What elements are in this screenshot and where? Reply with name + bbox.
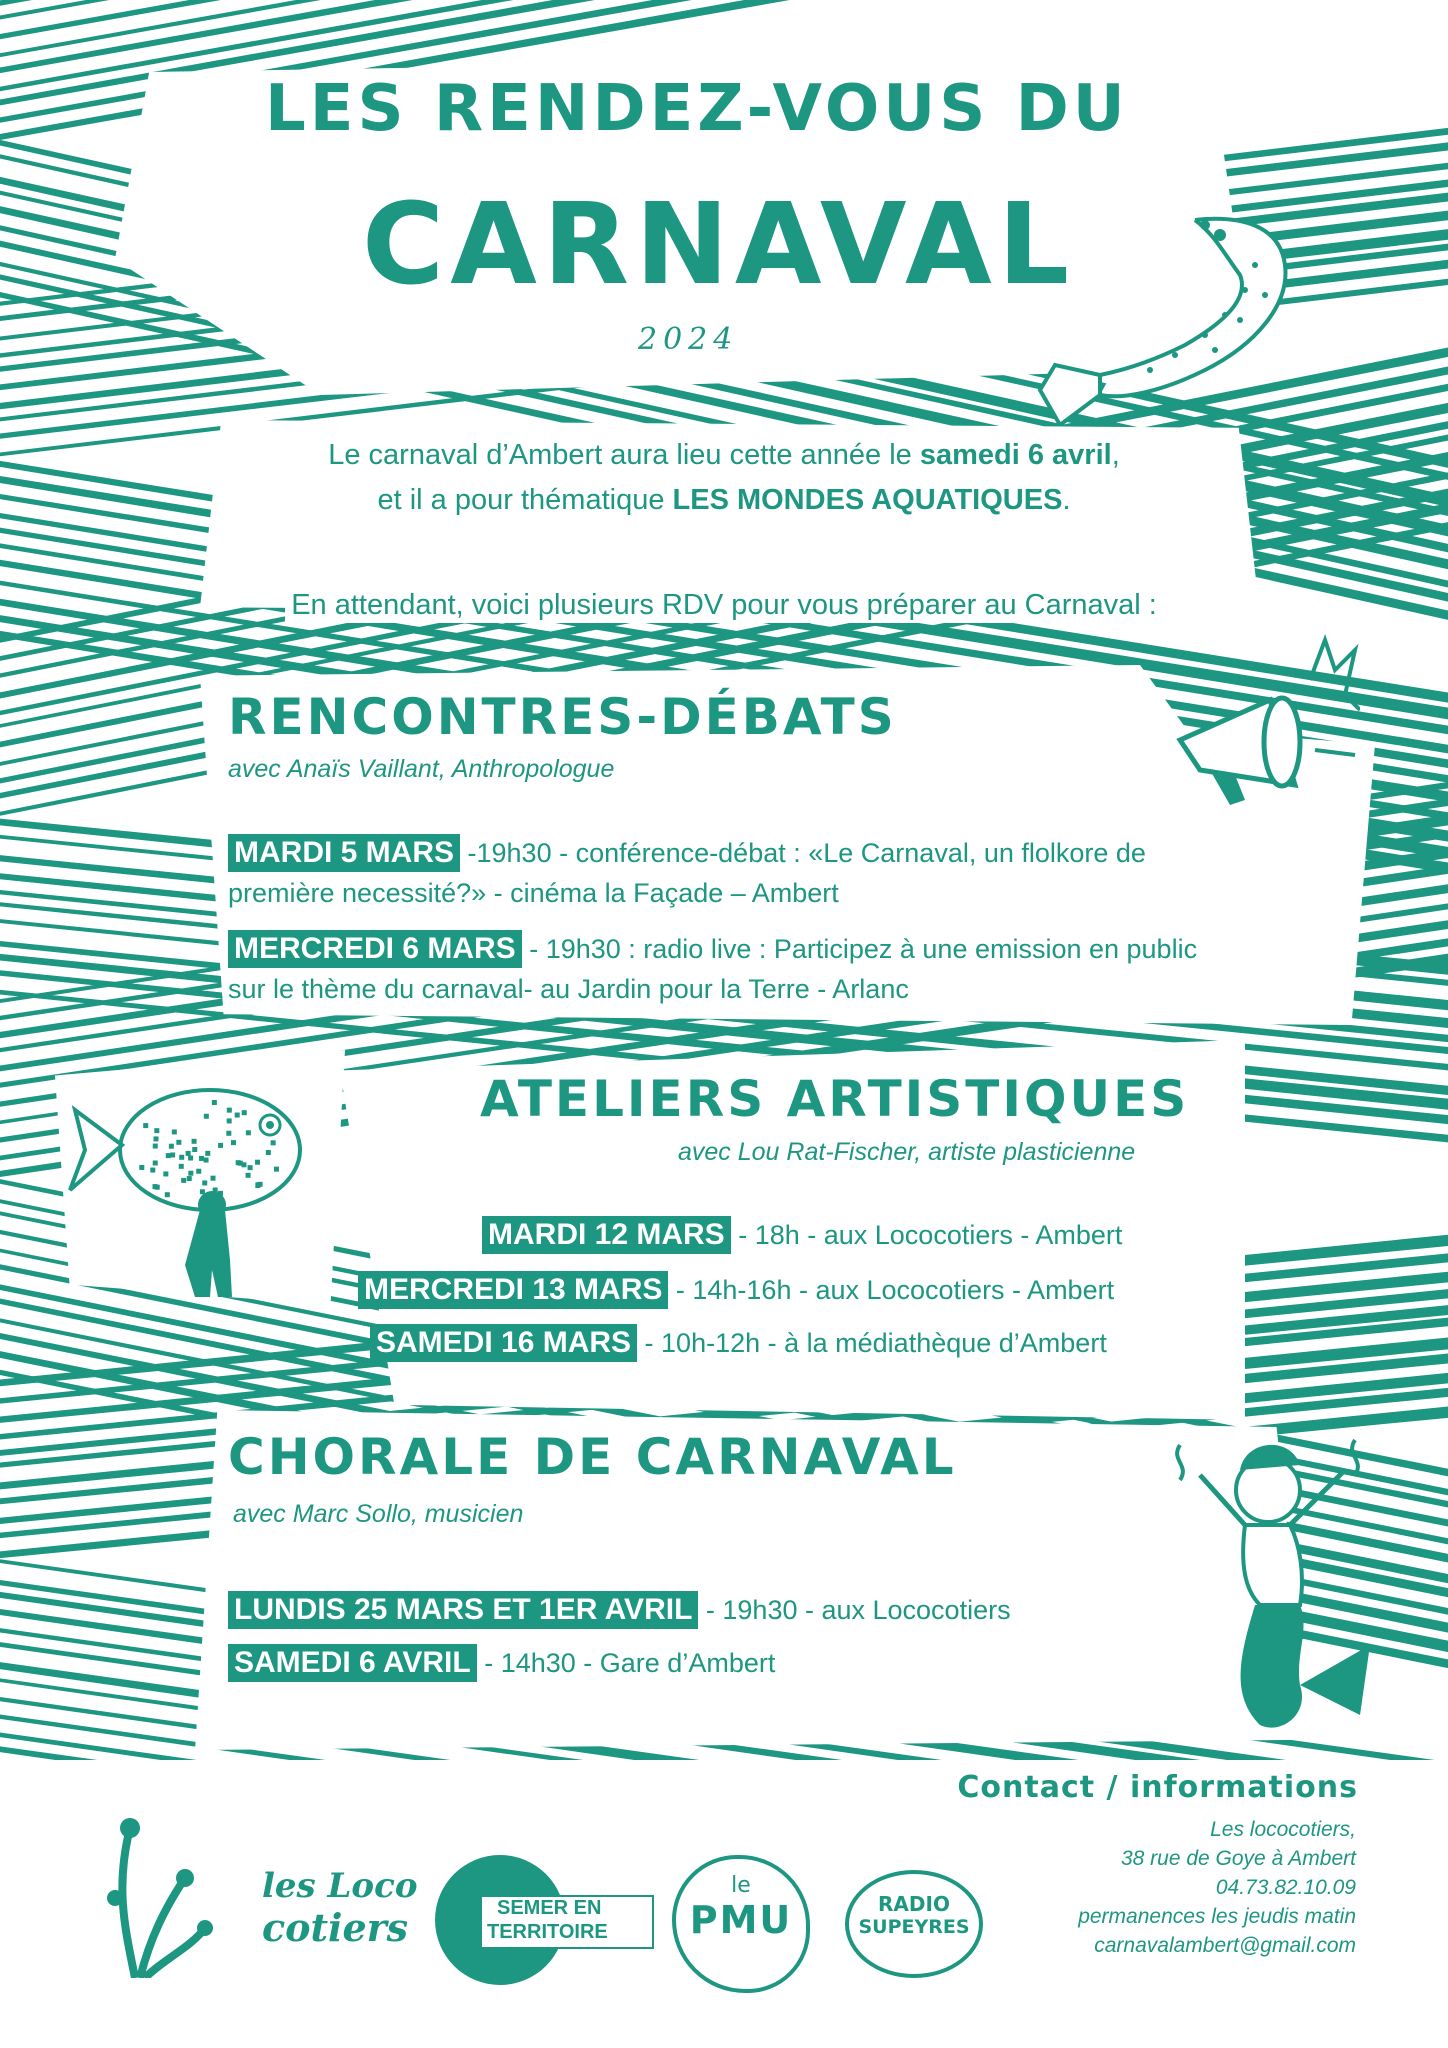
intro-line-3: En attendant, voici plusieurs RDV pour vous préparer au Carnaval : <box>0 585 1448 625</box>
pufferfish-spot <box>192 1147 197 1152</box>
megaphone-icon <box>1160 620 1360 820</box>
contact-email[interactable]: carnavalambert@gmail.com <box>1094 1934 1356 1957</box>
pufferfish-spot <box>170 1152 175 1157</box>
event-date: MARDI 5 MARS <box>228 834 460 872</box>
semer-logo-line-1: SEMER EN <box>497 1897 602 1919</box>
pufferfish-spot <box>192 1139 197 1144</box>
event-date: SAMEDI 6 AVRIL <box>228 1644 477 1682</box>
pufferfish-spot <box>226 1131 231 1136</box>
event-row: SAMEDI 6 AVRIL - 14h30 - Gare d’Ambert <box>228 1643 775 1683</box>
pufferfish-spot <box>241 1162 246 1167</box>
pufferfish-spot <box>188 1156 193 1161</box>
pufferfish-spot <box>188 1171 193 1176</box>
event-row: LUNDIS 25 MARS ET 1ER AVRIL - 19h30 - aux Lococotiers <box>228 1590 1011 1630</box>
year: 2024 <box>638 322 739 357</box>
event-date: MERCREDI 6 MARS <box>228 930 522 968</box>
pufferfish-spot <box>166 1153 171 1158</box>
pmu-logo-line-1: le <box>731 1873 751 1898</box>
pufferfish-spot <box>153 1161 158 1166</box>
contact-details: Les lococotiers, 38 rue de Goye à Ambert 04.73.82.10.09 permanences les jeudis matin carnavalambert@gmail.com <box>1078 1815 1356 1960</box>
pufferfish-spot <box>163 1171 168 1176</box>
event-date: SAMEDI 16 MARS <box>370 1324 637 1362</box>
event-row: MERCREDI 6 MARS - 19h30 : radio live : Participez à une emission en public sur le thème du carnaval- au Jardin pour la Terre - Arlanc <box>228 932 1198 1004</box>
section-title-debats: RENCONTRES-DÉBATS <box>228 688 897 746</box>
pufferfish-spot <box>227 1108 232 1113</box>
event-date: MARDI 12 MARS <box>482 1216 731 1254</box>
contact-heading: Contact / informations <box>957 1770 1358 1805</box>
section-title-ateliers: ATELIERS ARTISTIQUES <box>480 1070 1190 1128</box>
pufferfish-spot <box>211 1176 216 1181</box>
pufferfish-spot <box>199 1156 204 1161</box>
pufferfish-spot <box>256 1182 261 1187</box>
pufferfish-spot <box>235 1113 240 1118</box>
pufferfish-spot <box>255 1160 260 1165</box>
title-line-2: CARNAVAL <box>362 180 1076 310</box>
event-row: MERCREDI 13 MARS - 14h-16h - aux Lococotiers - Ambert <box>358 1270 1114 1310</box>
pufferfish-spot <box>227 1118 232 1123</box>
pufferfish-spot <box>204 1158 209 1163</box>
section-subtitle-ateliers: avec Lou Rat-Fischer, artiste plasticienne <box>678 1138 1136 1166</box>
pufferfish-spot <box>242 1110 247 1115</box>
radio-logo-line-1: RADIO <box>878 1892 950 1916</box>
pufferfish-spot <box>231 1140 236 1145</box>
pufferfish-spot <box>154 1136 159 1141</box>
radio-supeyres-logo <box>845 1870 983 1978</box>
pufferfish-spot <box>196 1169 201 1174</box>
pufferfish-spot <box>154 1128 159 1133</box>
pufferfish-spot <box>248 1165 253 1170</box>
pufferfish-spot <box>169 1144 174 1149</box>
pufferfish-spot <box>172 1129 177 1134</box>
pufferfish-spot <box>186 1151 191 1156</box>
pufferfish-spot <box>212 1100 217 1105</box>
intro-line-2: et il a pour thématique LES MONDES AQUATIQUES. <box>0 480 1448 520</box>
event-row: SAMEDI 16 MARS - 10h-12h - à la médiathèque d’Ambert <box>370 1323 1107 1363</box>
section-subtitle-debats: avec Anaïs Vaillant, Anthropologue <box>228 755 615 783</box>
pufferfish-spot <box>150 1168 155 1173</box>
pufferfish-spot <box>153 1144 158 1149</box>
pufferfish-spot <box>202 1180 207 1185</box>
pufferfish-spot <box>143 1123 148 1128</box>
pufferfish-spot <box>246 1173 251 1178</box>
pufferfish-spot <box>218 1143 223 1148</box>
pufferfish-spot <box>181 1178 186 1183</box>
pufferfish-spot <box>246 1130 251 1135</box>
semer-logo <box>435 1855 650 1985</box>
pufferfish-spot <box>271 1140 276 1145</box>
radio-logo-line-2: SUPEYRES <box>858 1916 970 1938</box>
pufferfish-spot <box>179 1155 184 1160</box>
pufferfish-spot <box>155 1185 160 1190</box>
lococotiers-logo <box>262 1865 418 1949</box>
mermaid-icon <box>1150 1415 1390 1745</box>
event-row: MARDI 12 MARS - 18h - aux Lococotiers - Ambert <box>482 1215 1122 1255</box>
lococotiers-logo-line-1: les Loco <box>262 1866 418 1906</box>
pufferfish-spot <box>176 1140 181 1145</box>
section-subtitle-chorale: avec Marc Sollo, musicien <box>233 1500 524 1528</box>
pufferfish-spot <box>187 1176 192 1181</box>
title-line-1: LES RENDEZ-VOUS DU <box>265 72 1129 146</box>
intro-line-1: Le carnaval d’Ambert aura lieu cette année le samedi 6 avril, <box>0 435 1448 475</box>
pufferfish-spot <box>236 1160 241 1165</box>
event-date: MERCREDI 13 MARS <box>358 1271 668 1309</box>
pufferfish-spot <box>205 1151 210 1156</box>
pufferfish-icon <box>60 1065 340 1300</box>
lococotiers-logo-line-2: cotiers <box>262 1905 409 1950</box>
pufferfish-spot <box>204 1114 209 1119</box>
pufferfish-spot <box>139 1165 144 1170</box>
pufferfish-spot <box>165 1192 170 1197</box>
pufferfish-spot <box>179 1164 184 1169</box>
pmu-logo-line-2: PMU <box>689 1898 793 1942</box>
pufferfish-spot <box>274 1167 279 1172</box>
event-date: LUNDIS 25 MARS ET 1ER AVRIL <box>228 1591 698 1629</box>
section-title-chorale: CHORALE DE CARNAVAL <box>228 1428 957 1486</box>
event-row: MARDI 5 MARS -19h30 - conférence-débat : «Le Carnaval, un flolkore de première necessité?» - cinéma la Façade – Ambert <box>228 836 1146 908</box>
seaweed-icon <box>95 1808 215 1978</box>
pufferfish-spot <box>266 1150 271 1155</box>
fish-icon <box>1015 195 1305 425</box>
semer-logo-line-2: TERRITOIRE <box>487 1921 608 1943</box>
